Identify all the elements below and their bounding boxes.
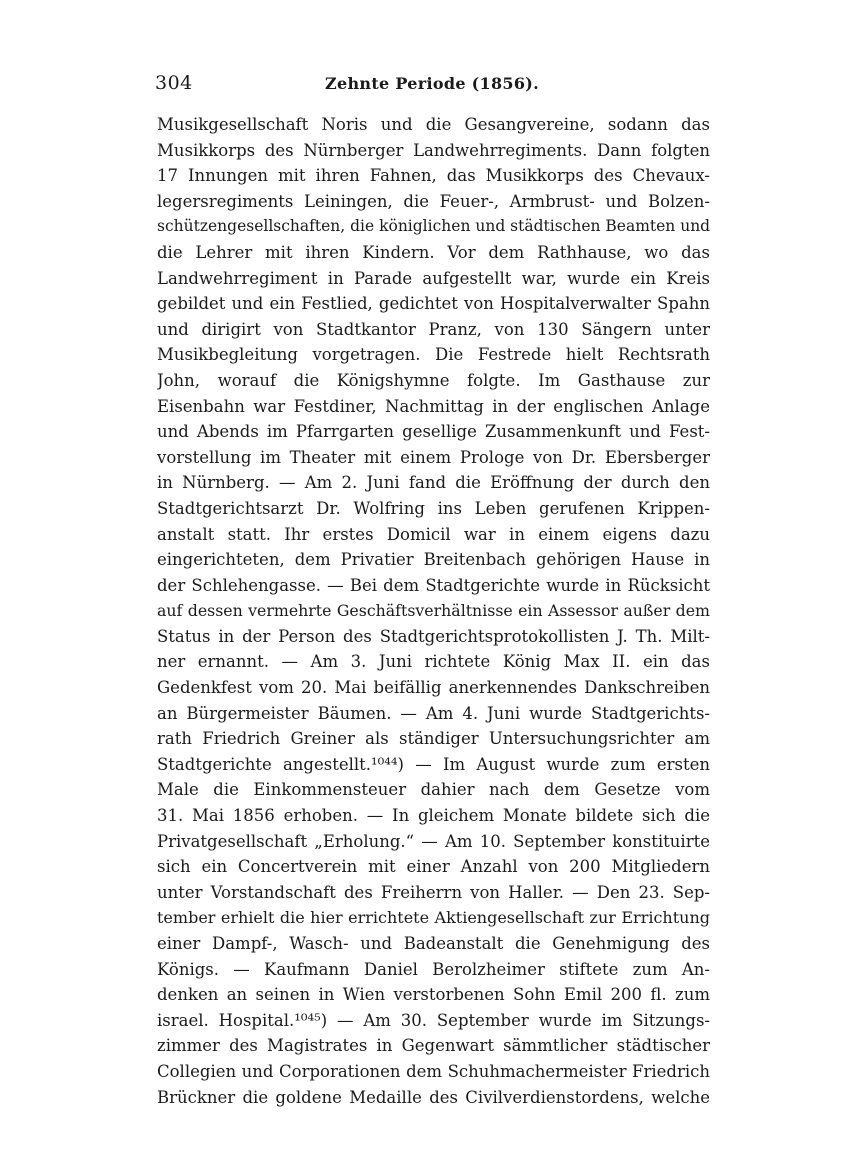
text-line: denken an seinen in Wien verstorbenen Sohn Emil 200 fl. zum (157, 985, 710, 1005)
text-line: Eisenbahn war Festdiner, Nachmittag in der englischen Anlage (157, 396, 710, 416)
text-line: auf dessen vermehrte Geschäftsverhältnisse ein Assessor außer dem (157, 601, 710, 621)
text-line: Stadtgerichtsarzt Dr. Wolfring ins Leben gerufenen Krippen- (157, 498, 710, 518)
text-line: Musikbegleitung vorgetragen. Die Festrede hielt Rechtsrath (157, 345, 710, 365)
page-number: 304 (155, 72, 193, 94)
text-line: Collegien und Corporationen dem Schuhmachermeister Friedrich (157, 1061, 710, 1081)
text-line: schützengesellschaften, die königlichen und städtischen Beamten und (157, 217, 710, 236)
text-line: 17 Innungen mit ihren Fahnen, das Musikkorps des Chevaux- (157, 166, 710, 186)
text-line: Landwehrregiment in Parade aufgestellt war, wurde ein Kreis (157, 268, 710, 288)
text-line: John, worauf die Königshymne folgte. Im Gasthause zur (157, 370, 710, 390)
text-line: zimmer des Magistrates in Gegenwart sämmtlicher städtischer (157, 1036, 710, 1056)
text-line: Male die Einkommensteuer dahier nach dem Gesetze vom (157, 780, 710, 800)
text-line: Musikkorps des Nürnberger Landwehrregiments. Dann folgten (157, 140, 710, 160)
text-line: tember erhielt die hier errichtete Aktiengesellschaft zur Errichtung (157, 908, 710, 928)
running-head: Zehnte Periode (1856). (325, 74, 540, 93)
text-line: unter Vorstandschaft des Freiherrn von Haller. — Den 23. Sep- (157, 882, 710, 902)
text-line: Stadtgerichte angestellt.¹⁰⁴⁴) — Im August wurde zum ersten (157, 754, 710, 774)
text-line: in Nürnberg. — Am 2. Juni fand die Eröffnung der durch den (157, 473, 710, 493)
text-line: Musikgesellschaft Noris und die Gesangvereine, sodann das (157, 115, 710, 134)
text-line: Brückner die goldene Medaille des Civilverdienstordens, welche (157, 1087, 710, 1107)
body-text (157, 112, 710, 1110)
text-line: israel. Hospital.¹⁰⁴⁵) — Am 30. September wurde im Sitzungs- (157, 1010, 710, 1030)
text-line: rath Friedrich Greiner als ständiger Untersuchungsrichter am (157, 729, 710, 749)
text-line: legersregiments Leiningen, die Feuer-, Armbrust- und Bolzen- (157, 191, 710, 211)
text-line: einer Dampf-, Wasch- und Badeanstalt die Genehmigung des (157, 934, 710, 953)
text-line: gebildet und ein Festlied, gedichtet von Hospitalverwalter Spahn (157, 294, 710, 314)
text-line: vorstellung im Theater mit einem Prologe von Dr. Ebersberger (157, 447, 710, 467)
text-line: die Lehrer mit ihren Kindern. Vor dem Rathhause, wo das (157, 242, 710, 262)
text-line: und dirigirt von Stadtkantor Pranz, von 130 Sängern unter (157, 319, 710, 339)
text-line: an Bürgermeister Bäumen. — Am 4. Juni wurde Stadtgerichts- (157, 703, 710, 723)
text-line: Privatgesellschaft „Erholung.“ — Am 10. September konstituirte (157, 831, 710, 851)
text-line: der Schlehengasse. — Bei dem Stadtgerichte wurde in Rücksicht (157, 575, 710, 595)
text-line: Gedenkfest vom 20. Mai beifällig anerkennendes Dankschreiben (157, 678, 710, 698)
text-line: sich ein Concertverein mit einer Anzahl von 200 Mitgliedern (157, 857, 710, 877)
page-header (155, 68, 710, 98)
text-line: eingerichteten, dem Privatier Breitenbach gehörigen Hause in (157, 550, 710, 570)
text-line: ner ernannt. — Am 3. Juni richtete König Max II. ein das (157, 652, 710, 672)
text-line: und Abends im Pfarrgarten gesellige Zusammenkunft und Fest- (157, 422, 710, 442)
text-line: Status in der Person des Stadtgerichtsprotokollisten J. Th. Milt- (157, 626, 710, 646)
text-line: 31. Mai 1856 erhoben. — In gleichem Monate bildete sich die (157, 806, 710, 826)
text-line: anstalt statt. Ihr erstes Domicil war in einem eigens dazu (157, 524, 710, 544)
text-line: Königs. — Kaufmann Daniel Berolzheimer stiftete zum An- (157, 959, 710, 979)
